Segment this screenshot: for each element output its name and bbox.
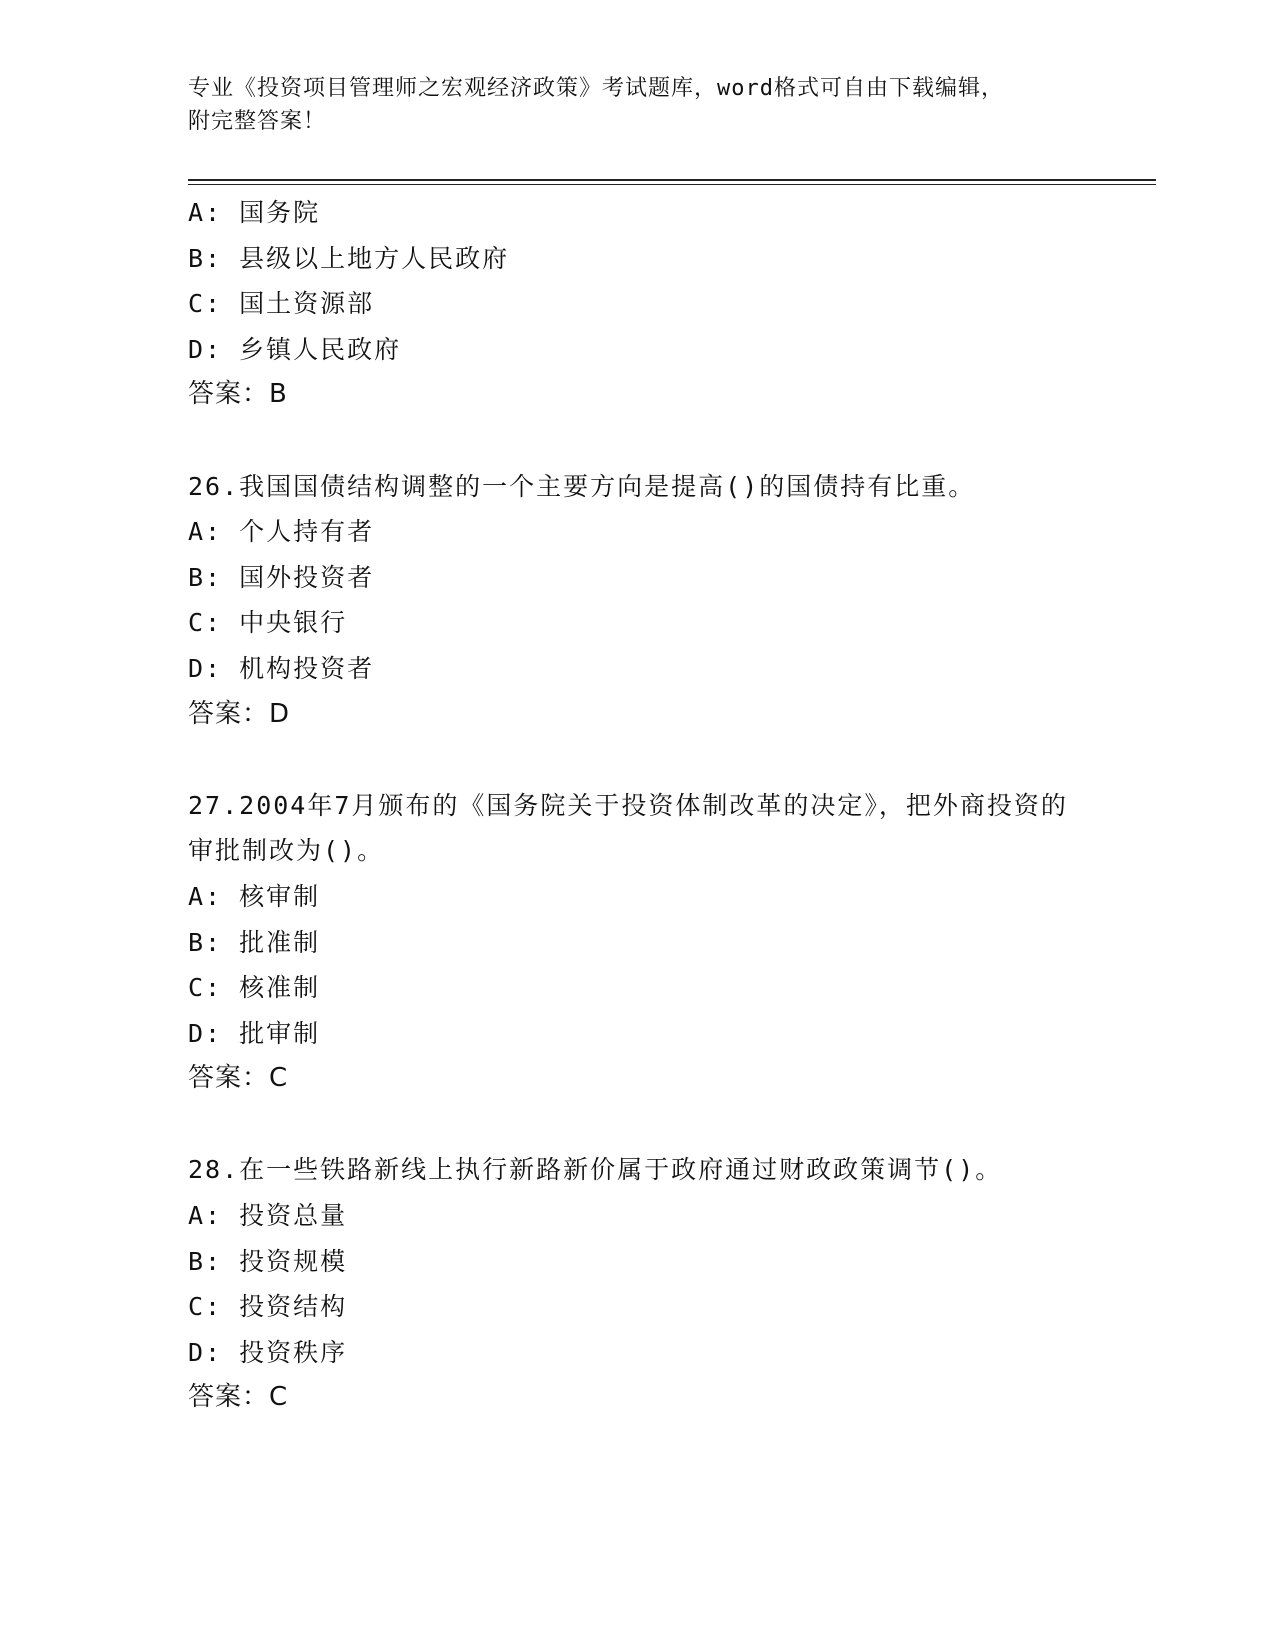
question-stem: 27.2004年7月颁布的《国务院关于投资体制改革的决定》，把外商投资的审批制改为()。 — [188, 790, 1068, 866]
option-a: A: 核审制 — [188, 881, 321, 911]
option-a: A: 投资总量 — [188, 1201, 348, 1231]
header-line-2: 附完整答案！ — [188, 109, 327, 134]
option-b: B: 批准制 — [188, 927, 321, 957]
spacer — [188, 1102, 1118, 1148]
question-26 — [188, 464, 1118, 738]
option-c: C: 投资结构 — [188, 1292, 348, 1322]
option-a: A: 国务院 — [188, 198, 321, 227]
header-divider-thick — [188, 179, 1156, 181]
option-d: D: 投资秩序 — [188, 1337, 348, 1367]
question-27 — [188, 783, 1118, 1102]
spacer — [188, 737, 1118, 783]
answer-line: 答案：C — [188, 1382, 289, 1413]
option-d: D: 批审制 — [188, 1018, 321, 1048]
answer-line: 答案：B — [188, 379, 288, 410]
header-line-1: 专业《投资项目管理师之宏观经济政策》考试题库，word格式可自由下载编辑， — [188, 76, 1004, 101]
spacer — [188, 418, 1118, 464]
option-d: D: 机构投资者 — [188, 653, 375, 683]
option-c: C: 核准制 — [188, 973, 321, 1003]
option-a: A: 个人持有者 — [188, 517, 375, 547]
document-header — [188, 72, 1088, 138]
option-c: C: 国土资源部 — [188, 289, 375, 319]
option-b: B: 投资规模 — [188, 1246, 348, 1276]
option-d: D: 乡镇人民政府 — [188, 334, 402, 364]
answer-line: 答案：D — [188, 698, 291, 729]
question-25 — [188, 190, 1118, 418]
question-stem: 28.在一些铁路新线上执行新路新价属于政府通过财政政策调节()。 — [188, 1155, 1003, 1185]
question-28 — [188, 1147, 1118, 1421]
question-list — [188, 190, 1118, 1421]
option-c: C: 中央银行 — [188, 608, 348, 638]
header-divider-thin — [188, 184, 1156, 185]
question-stem: 26.我国国债结构调整的一个主要方向是提高()的国债持有比重。 — [188, 471, 976, 501]
option-b: B: 国外投资者 — [188, 562, 375, 592]
option-b: B: 县级以上地方人民政府 — [188, 243, 510, 273]
answer-line: 答案：C — [188, 1063, 289, 1094]
